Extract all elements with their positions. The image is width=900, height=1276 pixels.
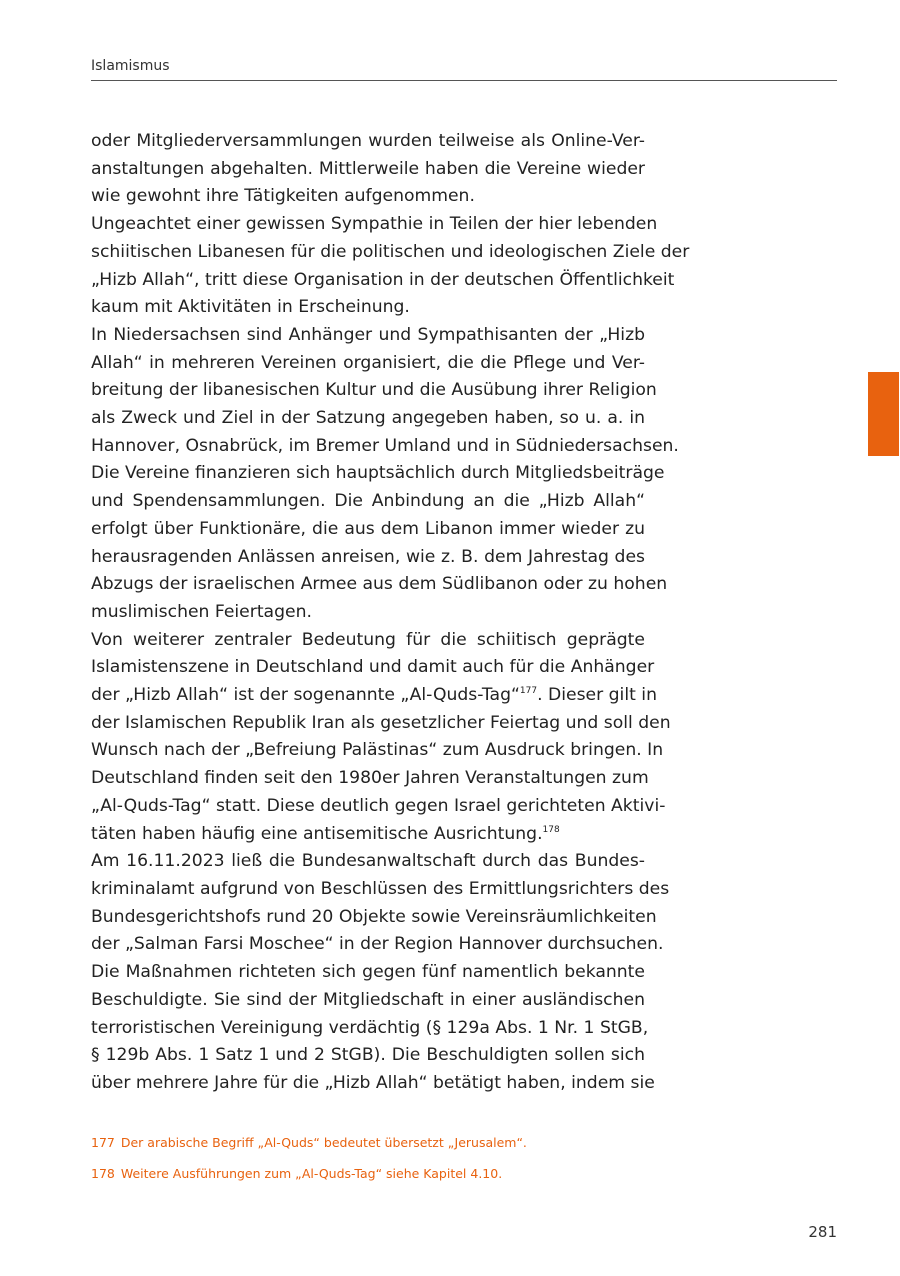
- text-line: herausragenden Anlässen anreisen, wie z. B. dem Jahrestag des: [91, 546, 645, 567]
- footnote-text: Der arabische Begriff „Al-Quds“ bedeutet übersetzt „Jerusalem“.: [120, 1135, 527, 1150]
- text-line: Islamistenszene in Deutschland und damit auch für die Anhänger: [91, 657, 655, 678]
- text-line: In Niedersachsen sind Anhänger und Sympathisanten der „Hizb: [91, 324, 645, 345]
- text-segment: . Dieser gilt in: [537, 685, 657, 706]
- footnote: [91, 1135, 791, 1151]
- text-line: und Spendensammlungen. Die Anbindung an die „Hizb Allah“: [91, 491, 645, 512]
- text-line: Bundesgerichtshofs rund 20 Objekte sowie Vereinsräumlichkeiten: [91, 906, 657, 927]
- paragraph: [91, 627, 671, 849]
- footnote-number: 177: [91, 1135, 115, 1150]
- text-line: [91, 682, 657, 710]
- text-line: schiitischen Libanesen für die politischen und ideologischen Ziele der: [91, 241, 690, 262]
- text-line: „Al-Quds-Tag“ statt. Diese deutlich gegen Israel gerichteten Aktivi-: [91, 795, 666, 816]
- text-line: [91, 821, 645, 849]
- text-line: oder Mitgliederversammlungen wurden teilweise als Online-Ver-: [91, 131, 645, 151]
- footnote-ref: 177: [519, 686, 538, 697]
- paragraph: [91, 848, 670, 1097]
- text-segment: täten haben häufig eine antisemitische Ausrichtung.: [91, 823, 543, 844]
- text-line: Von weiterer zentraler Bedeutung für die schiitisch geprägte: [91, 629, 645, 650]
- running-header: Islamismus: [91, 58, 170, 74]
- text-line: Wunsch nach der „Befreiung Palästinas“ zum Ausdruck bringen. In: [91, 740, 664, 761]
- paragraph: [91, 211, 690, 322]
- footnote-ref: 178: [542, 824, 560, 835]
- footnote-number: 178: [91, 1166, 115, 1181]
- text-line: Hannover, Osnabrück, im Bremer Umland und in Südniedersachsen.: [91, 435, 679, 456]
- text-line: Allah“ in mehreren Vereinen organisiert, die die Pflege und Ver-: [91, 352, 645, 373]
- text-line: Am 16.11.2023 ließ die Bundesanwaltschaft durch das Bundes-: [91, 851, 645, 872]
- footnote: [91, 1166, 791, 1182]
- text-line: muslimischen Feiertagen.: [91, 601, 312, 622]
- text-line: § 129b Abs. 1 Satz 1 und 2 StGB). Die Beschuldigten sollen sich: [91, 1045, 645, 1066]
- text-line: Deutschland finden seit den 1980er Jahren Veranstaltungen zum: [91, 768, 649, 789]
- text-line: Die Vereine finanzieren sich hauptsächlich durch Mitgliedsbeiträge: [91, 463, 665, 484]
- text-line: der Islamischen Republik Iran als gesetzlicher Feiertag und soll den: [91, 712, 671, 733]
- text-line: Beschuldigte. Sie sind der Mitgliedschaft in einer ausländischen: [91, 989, 645, 1010]
- page-number: 281: [808, 1223, 837, 1241]
- text-line: „Hizb Allah“, tritt diese Organisation in der deutschen Öffentlichkeit: [91, 269, 675, 290]
- body-text: [91, 128, 690, 1098]
- text-line: Ungeachtet einer gewissen Sympathie in Teilen der hier lebenden: [91, 214, 658, 235]
- text-line: terroristischen Vereinigung verdächtig (§ 129a Abs. 1 Nr. 1 StGB,: [91, 1017, 649, 1038]
- footnote-text: Weitere Ausführungen zum „Al-Quds-Tag“ siehe Kapitel 4.10.: [120, 1166, 503, 1181]
- text-line: der „Salman Farsi Moschee“ in der Region Hannover durchsuchen.: [91, 934, 664, 955]
- text-line: anstaltungen abgehalten. Mittlerweile haben die Vereine wieder: [91, 158, 645, 179]
- paragraph: [91, 322, 679, 627]
- text-line: Abzugs der israelischen Armee aus dem Südlibanon oder zu hohen: [91, 574, 668, 595]
- paragraph: [91, 128, 645, 211]
- text-line: breitung der libanesischen Kultur und die Ausübung ihrer Religion: [91, 380, 657, 401]
- text-line: erfolgt über Funktionäre, die aus dem Libanon immer wieder zu: [91, 518, 645, 539]
- footnotes: [91, 1135, 791, 1197]
- text-line: Die Maßnahmen richteten sich gegen fünf namentlich bekannte: [91, 962, 645, 983]
- text-line: kaum mit Aktivitäten in Erscheinung.: [91, 297, 410, 318]
- chapter-marker-tab: [868, 372, 899, 456]
- text-segment: der „Hizb Allah“ ist der sogenannte „Al-Quds-Tag“: [91, 685, 520, 706]
- text-line: als Zweck und Ziel in der Satzung angegeben haben, so u. a. in: [91, 408, 645, 429]
- text-line: kriminalamt aufgrund von Beschlüssen des Ermittlungsrichters des: [91, 878, 670, 899]
- text-line: über mehrere Jahre für die „Hizb Allah“ betätigt haben, indem sie: [91, 1072, 655, 1093]
- header-divider: [91, 80, 837, 81]
- text-line: wie gewohnt ihre Tätigkeiten aufgenommen.: [91, 186, 475, 207]
